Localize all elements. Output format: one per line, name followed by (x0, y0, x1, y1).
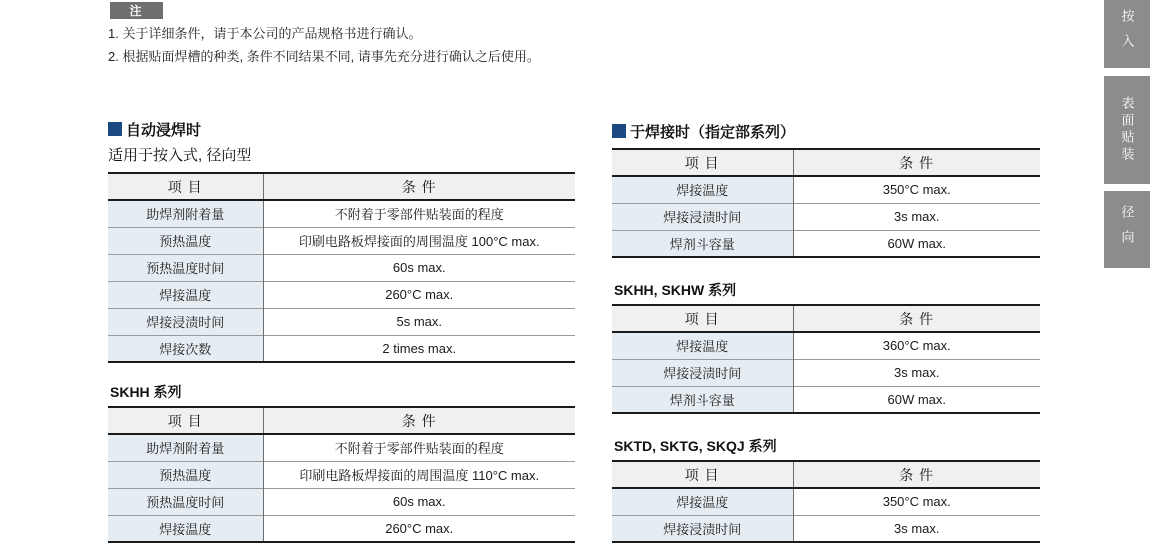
table-row (108, 488, 575, 515)
item-cell: 焊接温度 (612, 488, 793, 515)
condition-cell: 5s max. (263, 308, 575, 335)
item-cell: 焊接温度 (108, 281, 263, 308)
condition-cell: 60W max. (793, 230, 1040, 257)
table-row (612, 386, 1040, 413)
table-row (108, 254, 575, 281)
side-index-tab-push-in: 按入 (1104, 0, 1150, 68)
table-header-row (108, 407, 575, 434)
condition-cell: 60W max. (793, 386, 1040, 413)
table-row (612, 515, 1040, 542)
table-row (108, 434, 575, 461)
series-heading-skhh: SKHH 系列 (110, 384, 182, 400)
condition-cell: 3s max. (793, 203, 1040, 230)
column-header-condition: 条 件 (263, 173, 575, 200)
table-header-row (108, 173, 575, 200)
table-row (108, 335, 575, 362)
note-line-2: 2. 根据贴面焊槽的种类, 条件不同结果不同, 请事先充分进行确认之后使用。 (108, 49, 540, 64)
conditions-table-auto-dip (108, 172, 575, 363)
conditions-table-skhh-skhw (612, 304, 1040, 414)
conditions-table-skhh (108, 406, 575, 543)
table-row (108, 200, 575, 227)
note-line-1: 1. 关于详细条件，请于本公司的产品规格书进行确认。 (108, 26, 422, 41)
item-cell: 焊接温度 (108, 515, 263, 542)
item-cell: 预热温度 (108, 461, 263, 488)
condition-cell: 60s max. (263, 254, 575, 281)
item-cell: 焊接浸渍时间 (612, 515, 793, 542)
table-row (612, 176, 1040, 203)
condition-cell: 350°C max. (793, 488, 1040, 515)
item-cell: 助焊剂附着量 (108, 200, 263, 227)
note-badge: 注 (110, 2, 163, 19)
column-header-item: 项 目 (612, 461, 793, 488)
table-row (612, 359, 1040, 386)
table-row (108, 281, 575, 308)
item-cell: 焊接次数 (108, 335, 263, 362)
column-header-condition: 条 件 (793, 149, 1040, 176)
item-cell: 焊剂斗容量 (612, 386, 793, 413)
condition-cell: 60s max. (263, 488, 575, 515)
item-cell: 焊接浸渍时间 (108, 308, 263, 335)
side-index-tab-radial: 径向 (1104, 191, 1150, 268)
item-cell: 预热温度时间 (108, 488, 263, 515)
section-title-auto-dip (108, 120, 575, 138)
item-cell: 焊接温度 (612, 332, 793, 359)
table-header-row (612, 305, 1040, 332)
column-header-item: 项 目 (612, 305, 793, 332)
item-cell: 焊接温度 (612, 176, 793, 203)
condition-cell: 260°C max. (263, 281, 575, 308)
item-cell: 焊接浸渍时间 (612, 359, 793, 386)
condition-cell: 3s max. (793, 359, 1040, 386)
table-row (612, 488, 1040, 515)
conditions-table-sktd-sktg-skqj (612, 460, 1040, 543)
table-header-row (612, 149, 1040, 176)
condition-cell: 260°C max. (263, 515, 575, 542)
blue-square-icon (612, 124, 626, 138)
item-cell: 焊接浸渍时间 (612, 203, 793, 230)
condition-cell: 印刷电路板焊接面的周围温度 110°C max. (263, 461, 575, 488)
series-heading-skhh-skhw: SKHH, SKHW 系列 (614, 282, 737, 298)
table-row (108, 227, 575, 254)
section-title-text: 于焊接时（指定部系列） (630, 123, 796, 141)
condition-cell: 350°C max. (793, 176, 1040, 203)
right-column (612, 122, 1040, 543)
column-header-condition: 条 件 (263, 407, 575, 434)
table-row (612, 230, 1040, 257)
column-header-condition: 条 件 (793, 461, 1040, 488)
table-row (612, 203, 1040, 230)
condition-cell: 印刷电路板焊接面的周围温度 100°C max. (263, 227, 575, 254)
column-header-condition: 条 件 (793, 305, 1040, 332)
section-subtitle: 适用于按入式, 径向型 (108, 147, 252, 164)
blue-square-icon (108, 122, 122, 136)
condition-cell: 不附着于零部件贴装面的程度 (263, 434, 575, 461)
table-row (108, 308, 575, 335)
condition-cell: 3s max. (793, 515, 1040, 542)
item-cell: 焊剂斗容量 (612, 230, 793, 257)
table-header-row (612, 461, 1040, 488)
condition-cell: 360°C max. (793, 332, 1040, 359)
item-cell: 预热温度时间 (108, 254, 263, 281)
column-header-item: 项 目 (108, 407, 263, 434)
item-cell: 助焊剂附着量 (108, 434, 263, 461)
table-row (612, 332, 1040, 359)
item-cell: 预热温度 (108, 227, 263, 254)
series-heading-sktd-sktg-skqj: SKTD, SKTG, SKQJ 系列 (614, 438, 777, 454)
condition-cell: 2 times max. (263, 335, 575, 362)
condition-cell: 不附着于零部件贴装面的程度 (263, 200, 575, 227)
section-title-soldering (612, 122, 1040, 140)
conditions-table-specified-series (612, 148, 1040, 258)
column-header-item: 项 目 (108, 173, 263, 200)
column-header-item: 项 目 (612, 149, 793, 176)
table-row (108, 461, 575, 488)
table-row (108, 515, 575, 542)
side-index-tab-surface-mount: 表面贴装 (1104, 76, 1150, 184)
left-column (108, 120, 575, 543)
section-title-text: 自动浸焊时 (126, 121, 202, 139)
